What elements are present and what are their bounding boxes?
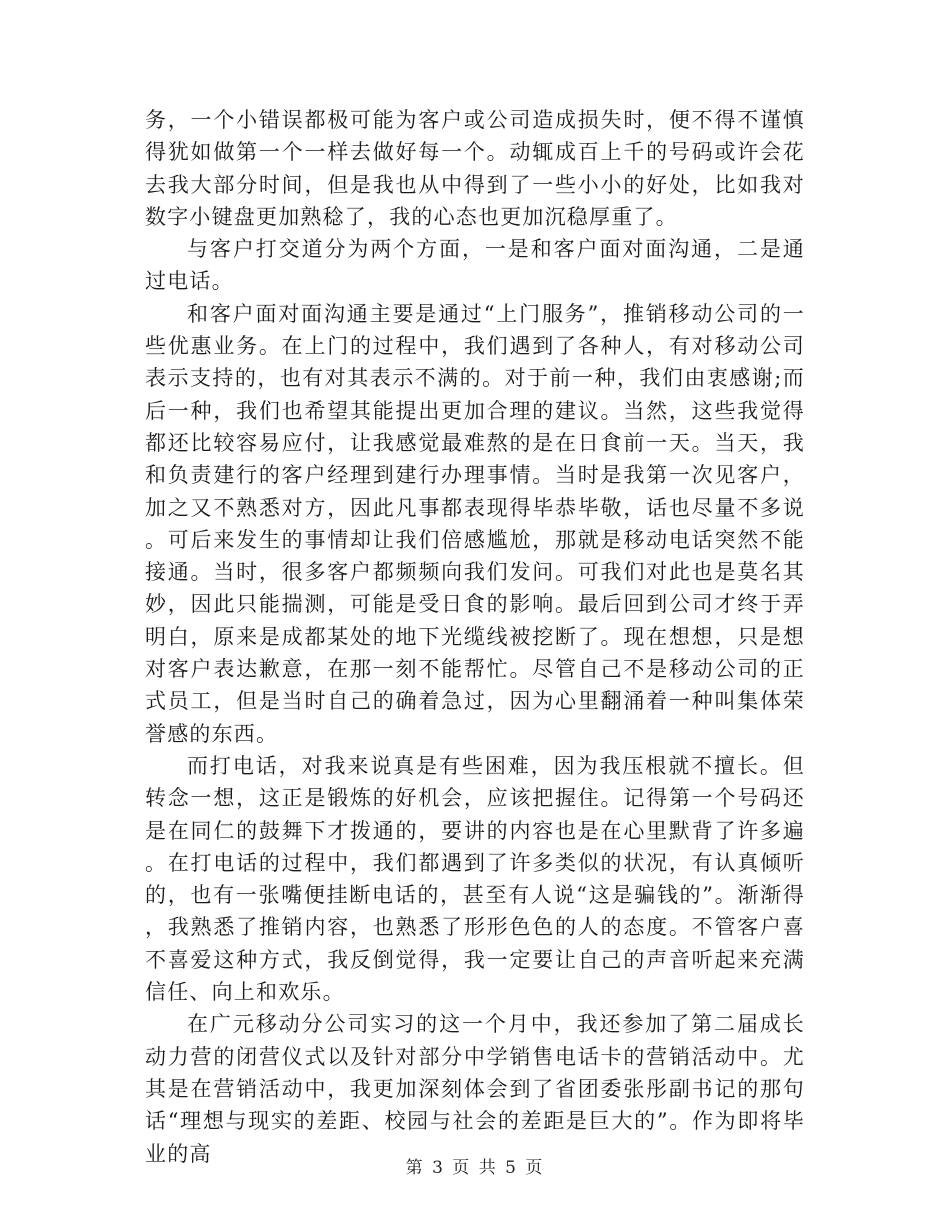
paragraph-2: 与客户打交道分为两个方面，一是和客户面对面沟通，二是通过电话。: [145, 237, 805, 294]
paragraph-4: 而打电话，对我来说真是有些困难，因为我压根就不擅长。但转念一想，这正是锻炼的好机会，应该把握住。记得第一个号码还是在同仁的鼓舞下才拨通的，要讲的内容也是在心里默背了许多遍。在打电话的过程中，我们都遇到了许多类似的状况，有认真倾听的，也有一张嘴便挂断电话的，甚至有人说“这是骗钱的”。渐渐得，我熟悉了推销内容，也熟悉了形形色色的人的态度。不管客户喜不喜爱这种方式，我反倒觉得，我一定要让自己的声音听起来充满信任、向上和欢乐。: [145, 753, 805, 1005]
document-body: [145, 104, 805, 1170]
paragraph-1: 务，一个小错误都极可能为客户或公司造成损失时，便不得不谨慎得犹如做第一个一样去做好每一个。动辄成百上千的号码或许会花去我大部分时间，但是我也从中得到了一些小小的好处，比如我对数字小键盘更加熟稔了，我的心态也更加沉稳厚重了。: [145, 108, 805, 229]
paragraph-5: 在广元移动分公司实习的这一个月中，我还参加了第二届成长动力营的闭营仪式以及针对部分中学销售电话卡的营销活动中。尤其是在营销活动中，我更加深刻体会到了省团委张彤副书记的那句话“理想与现实的差距、校园与社会的差距是巨大的”。作为即将毕业的高: [145, 1012, 805, 1166]
page-number-footer: 第 3 页 共 5 页: [405, 1158, 545, 1178]
paragraph-3: 和客户面对面沟通主要是通过“上门服务”，推销移动公司的一些优惠业务。在上门的过程中，我们遇到了各种人，有对移动公司表示支持的，也有对其表示不满的。对于前一种，我们由衷感谢;而后一种，我们也希望其能提出更加合理的建议。当然，这些我觉得都还比较容易应付，让我感觉最难熬的是在日食前一天。当天，我和负责建行的客户经理到建行办理事情。当时是我第一次见客户，加之又不熟悉对方，因此凡事都表现得毕恭毕敬，话也尽量不多说。可后来发生的事情却让我们倍感尴尬，那就是移动电话突然不能接通。当时，很多客户都频频向我们发问。可我们对此也是莫名其妙，因此只能揣测，可能是受日食的影响。最后回到公司才终于弄明白，原来是成都某处的地下光缆线被挖断了。现在想想，只是想对客户表达歉意，在那一刻不能帮忙。尽管自己不是移动公司的正式员工，但是当时自己的确着急过，因为心里翻涌着一种叫集体荣誉感的东西。: [145, 301, 805, 746]
